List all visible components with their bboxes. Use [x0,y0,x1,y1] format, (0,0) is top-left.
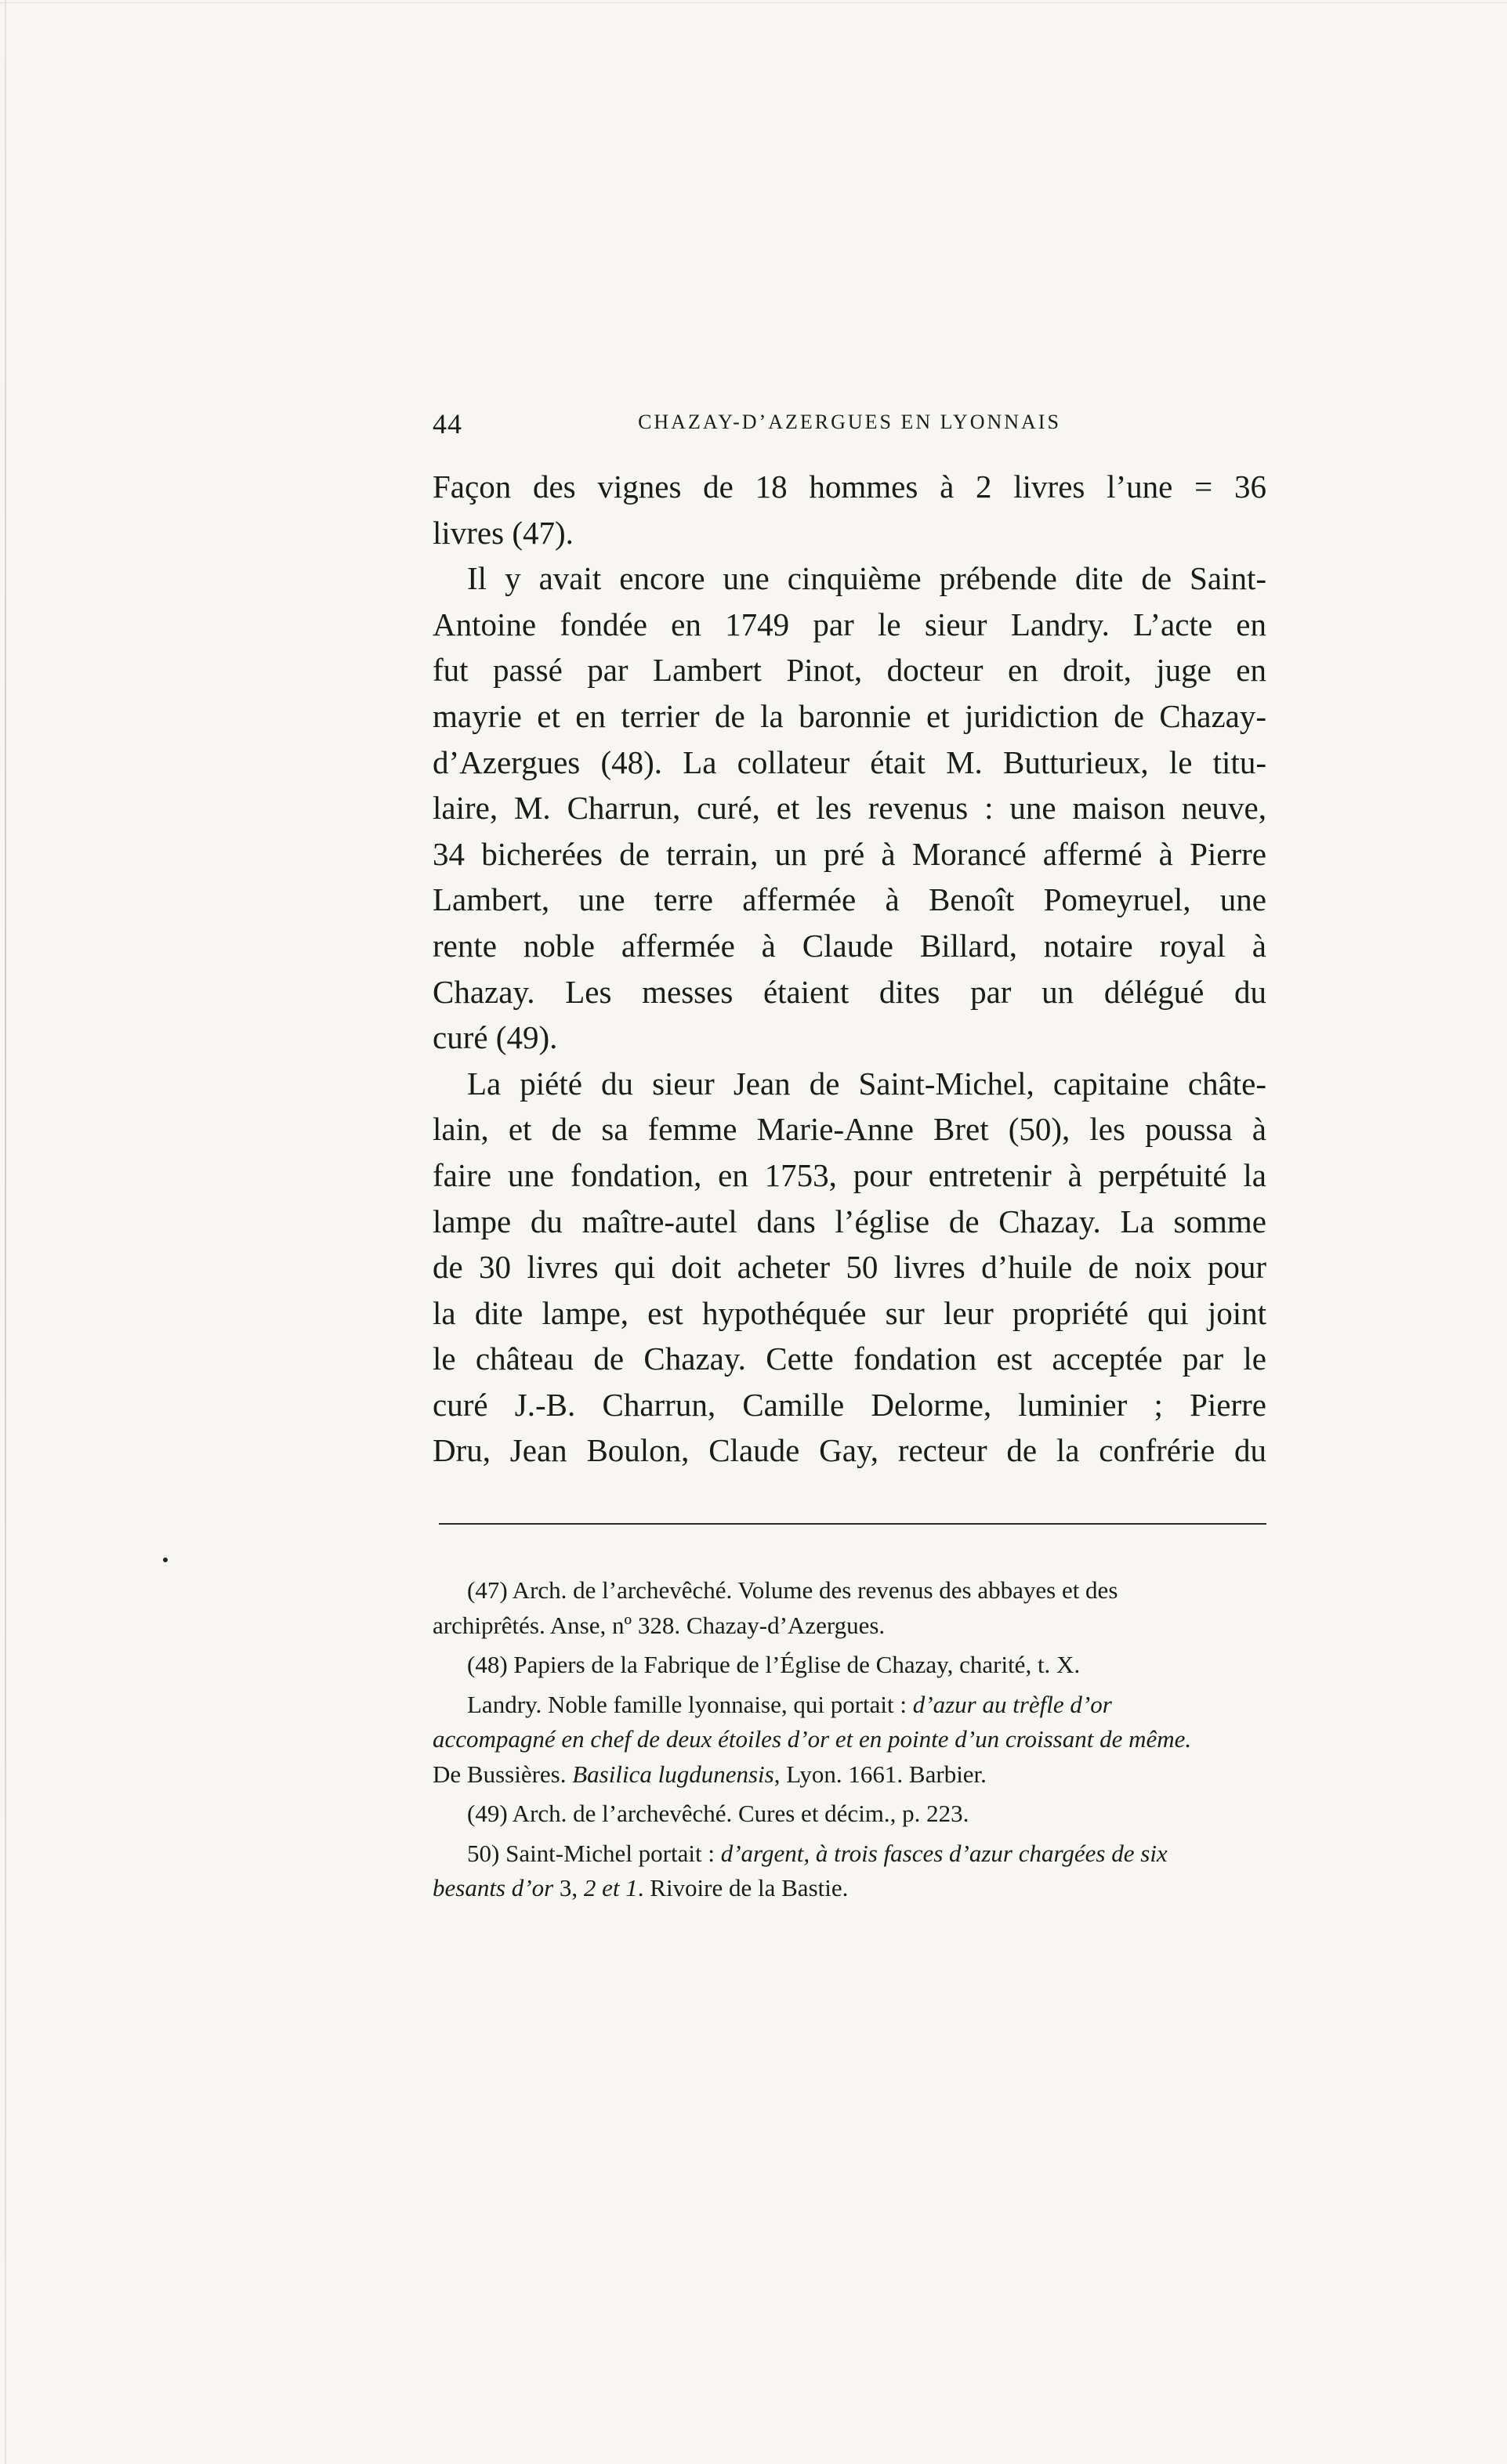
running-header [433,407,1266,442]
footnote-line: archiprêtés. Anse, nº 328. Chazay-d’Azergues. [433,1611,886,1639]
footnote-landry [433,1688,1266,1793]
footnote-line: (48) Papiers de la Fabrique de l’Église de Chazay, charité, t. X. [467,1651,1081,1678]
footnote-text: 3, [553,1874,584,1901]
text-line: Lambert, une terre affermée à Benoît Pomeyruel, une [433,881,1266,918]
footnote-rule [439,1523,1266,1525]
blazon-text: accompagné en chef de deux étoiles d’or et en pointe d’un croissant de même. [433,1725,1192,1753]
text-line: Il y avait encore une cinquième prébende dite de Saint- [467,560,1266,597]
text-line: curé (49). [433,1019,558,1056]
footnote-line [433,1722,1266,1757]
text-line: rente noble affermée à Claude Billard, notaire royal à [433,927,1266,964]
footnote-text: . Rivoire de la Bastie. [637,1874,849,1901]
text-line: fut passé par Lambert Pinot, docteur en droit, juge en [433,652,1266,689]
text-line: faire une fondation, en 1753, pour entretenir à perpétuité la [433,1156,1266,1193]
blazon-text: 2 et 1 [583,1874,638,1901]
page-number: 44 [433,408,462,440]
main-text [433,464,1266,1474]
footnote-text: Landry. Noble famille lyonnaise, qui portait : [467,1690,913,1718]
running-title: CHAZAY-D’AZERGUES EN LYONNAIS [638,411,1061,433]
text-line: de 30 livres qui doit acheter 50 livres d’huile de noix pour [433,1249,1266,1286]
text-line: mayrie et en terrier de la baronnie et juridiction de Chazay- [433,697,1266,734]
text-line: livres (47). [433,514,574,551]
text-line: Façon des vignes de 18 hommes à 2 livres l’une = 36 [433,469,1266,505]
footnote-text: De Bussières. [433,1760,573,1788]
text-line: Dru, Jean Boulon, Claude Gay, recteur de la confrérie du [433,1432,1266,1469]
text-line: curé J.-B. Charrun, Camille Delorme, luminier ; Pierre [433,1386,1266,1423]
blazon-text: d’argent, à trois fasces d’azur chargées de six [720,1839,1168,1867]
text-line: la dite lampe, est hypothéquée sur leur propriété qui joint [433,1294,1266,1331]
text-line: 34 bicherées de terrain, un pré à Morancé affermé à Pierre [433,835,1266,872]
text-line: Antoine fondée en 1749 par le sieur Landry. L’acte en [433,606,1266,642]
footnote-50 [433,1836,1266,1906]
footnote-text: , Lyon. 1661. Barbier. [773,1760,987,1788]
text-line: La piété du sieur Jean de Saint-Michel, capitaine châte- [467,1065,1266,1102]
page-top-edge [0,2,1507,3]
footnote-line [433,1757,1266,1793]
text-line: lain, et de sa femme Marie-Anne Bret (50), les poussa à [433,1111,1266,1148]
footnotes [433,1573,1266,1906]
ink-speck [163,1558,168,1562]
footnote-text: 50) Saint-Michel portait : [467,1839,721,1867]
text-line: laire, M. Charrun, curé, et les revenus : une maison neuve, [433,790,1266,827]
footnote-line: (47) Arch. de l’archevêché. Volume des revenus des abbayes et des [467,1576,1118,1604]
text-line: le château de Chazay. Cette fondation est acceptée par le [433,1341,1266,1377]
text-line: d’Azergues (48). La collateur était M. Butturieux, le titu- [433,744,1266,780]
footnote-line: (49) Arch. de l’archevêché. Cures et décim., p. 223. [467,1800,969,1827]
page-binding-edge [5,0,6,2464]
blazon-text: besants d’or [433,1874,554,1901]
blazon-text: d’azur au trèfle d’or [912,1690,1112,1718]
text-line: Chazay. Les messes étaient dites par un délégué du [433,973,1266,1010]
footnote-line [433,1871,1266,1906]
text-line: lampe du maître-autel dans l’église de Chazay. La somme [433,1203,1266,1239]
book-title: Basilica lugdunensis [572,1760,774,1788]
footnote-48 [433,1648,1266,1683]
footnote-line [433,1836,1266,1872]
footnote-line [433,1688,1266,1723]
footnote-49 [433,1796,1266,1832]
footnote-47 [433,1573,1266,1643]
